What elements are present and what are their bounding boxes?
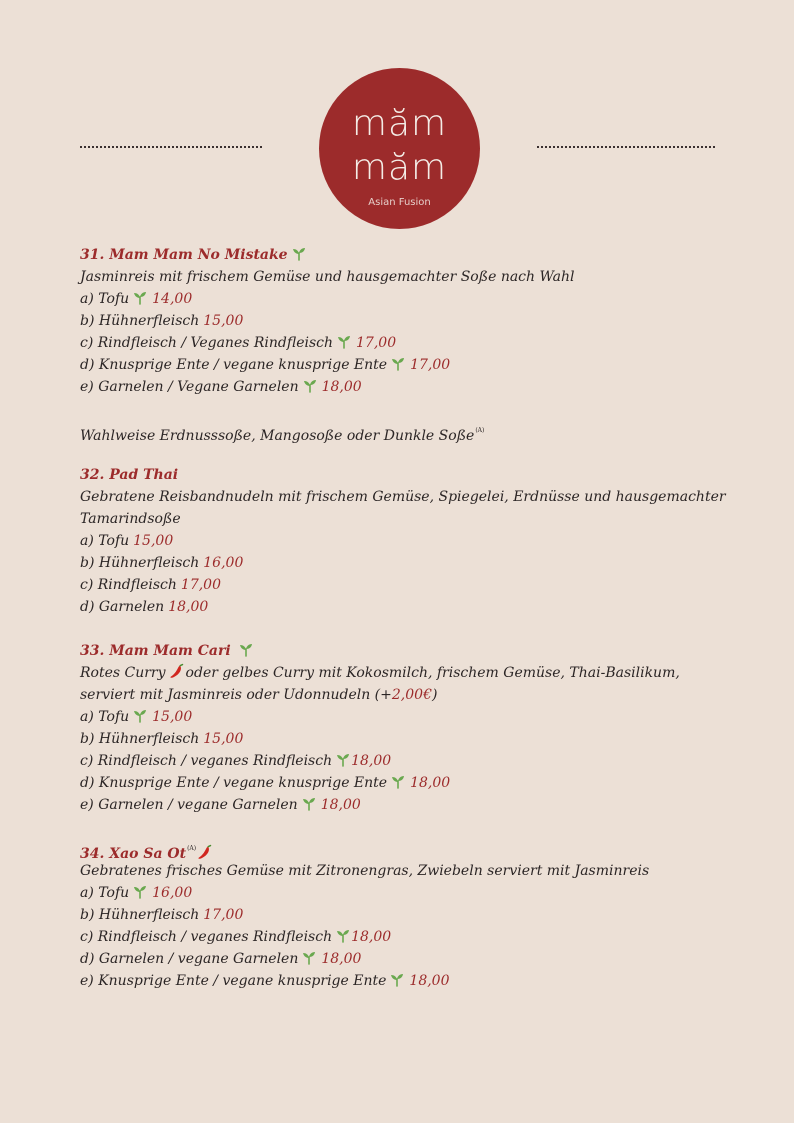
price: 14,00 [152, 291, 193, 307]
menu-option: b) Hühnerfleisch 16,00 [80, 555, 244, 571]
dish-32 [80, 464, 770, 618]
menu-option: c) Rindfleisch / veganes Rindfleisch 18,00 [80, 929, 392, 945]
chili-icon [196, 844, 212, 860]
leaf-sprout-icon [335, 927, 351, 943]
dish-description-line2: serviert mit Jasminreis oder Udonnudeln (+2,00€) [80, 687, 438, 703]
leaf-sprout-icon [132, 707, 148, 723]
logo-word-2: măm [351, 147, 448, 188]
chili-icon [168, 663, 184, 679]
price: 15,00 [203, 313, 244, 329]
dish-description: Gebratene Reisbandnudeln mit frischem Gemüse, Spiegelei, Erdnüsse und hausgemachter Tamarindsoße [80, 489, 726, 527]
leaf-sprout-icon [389, 971, 405, 987]
price: 18,00 [320, 797, 361, 813]
price: 16,00 [152, 885, 193, 901]
logo-tagline: Asian Fusion [368, 197, 431, 208]
dish-description: Rotes Curry oder gelbes Curry mit Kokosmilch, frischem Gemüse, Thai-Basilikum, [80, 665, 680, 681]
menu-option: a) Tofu 15,00 [80, 533, 174, 549]
dish-title: 32. Pad Thai [80, 467, 179, 483]
menu-option: b) Hühnerfleisch 15,00 [80, 731, 244, 747]
menu-option: d) Knusprige Ente / vegane knusprige Ente 18,00 [80, 775, 451, 791]
menu-option: b) Hühnerfleisch 17,00 [80, 907, 244, 923]
dish-title: 31. Mam Mam No Mistake [80, 247, 288, 263]
price: 15,00 [203, 731, 244, 747]
leaf-sprout-icon [291, 245, 307, 261]
menu-option: d) Garnelen 18,00 [80, 599, 209, 615]
menu-option: d) Garnelen / vegane Garnelen 18,00 [80, 951, 362, 967]
dish-33 [80, 640, 770, 816]
price: 17,00 [410, 357, 451, 373]
menu-option: e) Knusprige Ente / vegane knusprige Ente 18,00 [80, 973, 450, 989]
leaf-sprout-icon [390, 773, 406, 789]
price: 16,00 [203, 555, 244, 571]
menu-option: a) Tofu 16,00 [80, 885, 193, 901]
price: 18,00 [321, 951, 362, 967]
dish-title: 34. Xao Sa Ot [80, 846, 187, 862]
dish-title: 33. Mam Mam Cari [80, 643, 231, 659]
menu-option: a) Tofu 15,00 [80, 709, 193, 725]
sauce-note: Wahlweise Erdnusssoße, Mangosoße oder Dunkle Soße$^{(A)}$ [80, 427, 485, 444]
leaf-sprout-icon [301, 949, 317, 965]
price: 17,00 [180, 577, 221, 593]
price: 18,00 [168, 599, 209, 615]
dish-description: Jasminreis mit frischem Gemüse und hausgemachter Soße nach Wahl [80, 269, 575, 285]
price: 18,00 [409, 973, 450, 989]
price: 18,00 [410, 775, 451, 791]
left-dotted-divider [80, 146, 262, 148]
logo-word-1: măm [351, 103, 448, 144]
leaf-sprout-icon [132, 289, 148, 305]
menu-option: b) Hühnerfleisch 15,00 [80, 313, 244, 329]
menu-option: d) Knusprige Ente / vegane knusprige Ente 17,00 [80, 357, 451, 373]
menu-option: c) Rindfleisch / Veganes Rindfleisch 17,00 [80, 335, 397, 351]
leaf-sprout-icon [336, 333, 352, 349]
menu-option: c) Rindfleisch 17,00 [80, 577, 221, 593]
menu-content [80, 244, 770, 992]
dish-31 [80, 244, 770, 442]
price: 18,00 [321, 379, 362, 395]
price: 18,00 [351, 753, 392, 769]
leaf-sprout-icon [335, 751, 351, 767]
allergen-marker: (A) [475, 427, 485, 434]
menu-option: e) Garnelen / Vegane Garnelen 18,00 [80, 379, 362, 395]
allergen-marker: (A) [187, 845, 197, 852]
price: 17,00 [203, 907, 244, 923]
extra-price: 2,00€ [391, 687, 432, 703]
price: 15,00 [152, 709, 193, 725]
dish-34 [80, 838, 770, 992]
menu-option: c) Rindfleisch / veganes Rindfleisch 18,00 [80, 753, 392, 769]
restaurant-logo [319, 68, 480, 229]
dish-description: Gebratenes frisches Gemüse mit Zitronengras, Zwiebeln serviert mit Jasminreis [80, 863, 650, 879]
price: 15,00 [133, 533, 174, 549]
menu-option: a) Tofu 14,00 [80, 291, 193, 307]
menu-option: e) Garnelen / vegane Garnelen 18,00 [80, 797, 361, 813]
leaf-sprout-icon [390, 355, 406, 371]
leaf-sprout-icon [301, 795, 317, 811]
price: 17,00 [356, 335, 397, 351]
leaf-sprout-icon [302, 377, 318, 393]
right-dotted-divider [537, 146, 715, 148]
leaf-sprout-icon [238, 641, 254, 657]
leaf-sprout-icon [132, 883, 148, 899]
price: 18,00 [351, 929, 392, 945]
